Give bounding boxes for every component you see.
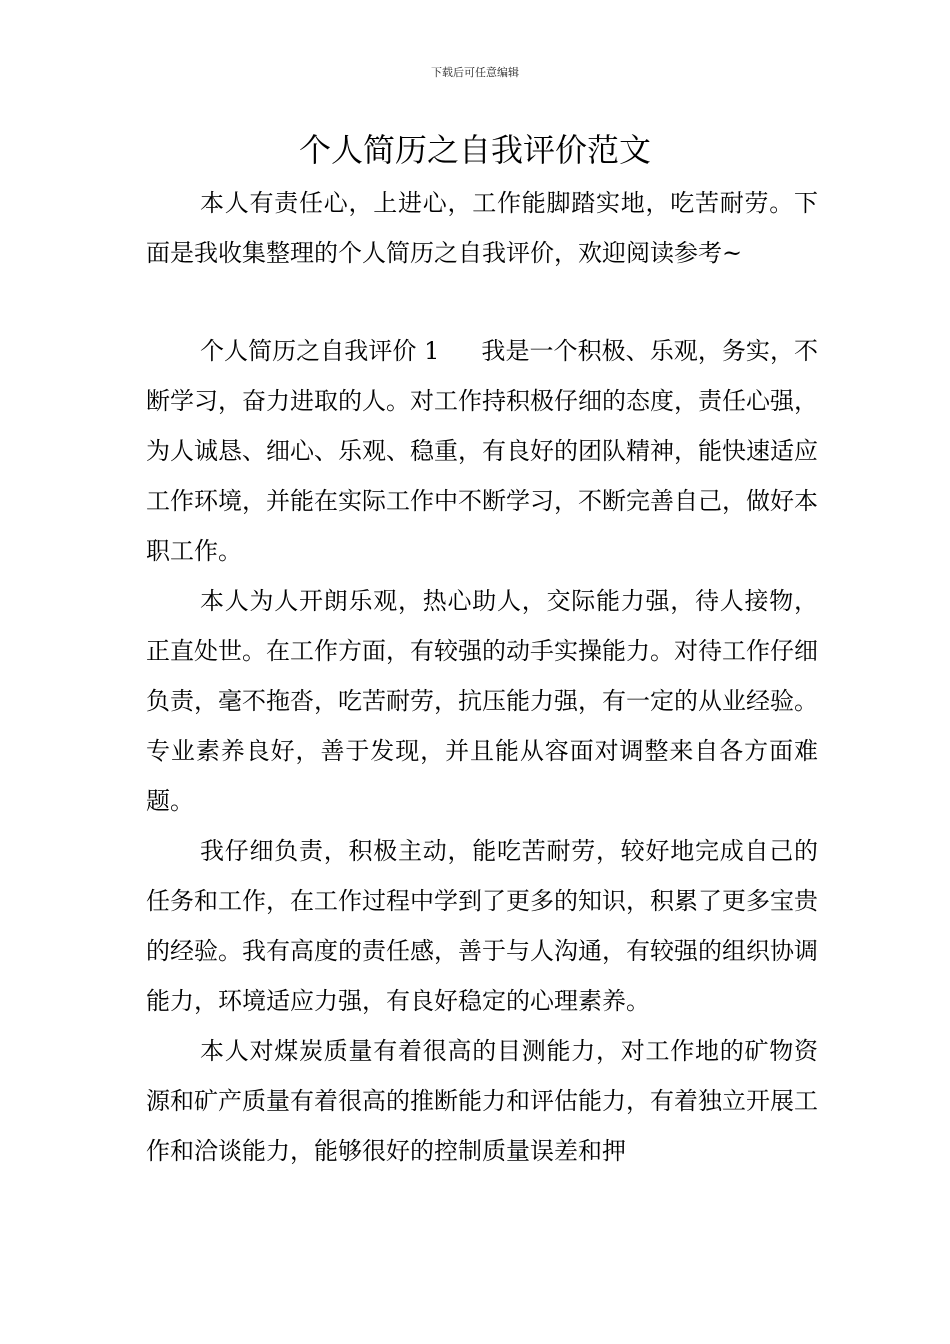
main-content (146, 326, 818, 1176)
paragraph-2: 本人为人开朗乐观，热心助人，交际能力强，待人接物，正直处世。在工作方面，有较强的动手实操能力。对待工作仔细负责，毫不拖沓，吃苦耐劳，抗压能力强，有一定的从业经验。专业素养良好，善于发现，并且能从容面对调整来自各方面难题。 (146, 587, 818, 815)
intro-paragraph: 本人有责任心，上进心，工作能脚踏实地，吃苦耐劳。下面是我收集整理的个人简历之自我评价，欢迎阅读参考~ (146, 189, 818, 267)
section-heading: 个人简历之自我评价 1 (200, 337, 440, 365)
paragraph-1-text: 我是一个积极、乐观，务实，不断学习，奋力进取的人。对工作持积极仔细的态度，责任心强，为人诚恳、细心、乐观、稳重，有良好的团队精神，能快速适应工作环境，并能在实际工作中不断学习，不断完善自己，做好本职工作。 (146, 337, 818, 565)
paragraph-4: 本人对煤炭质量有着很高的目测能力，对工作地的矿物资源和矿产质量有着很高的推断能力和评估能力，有着独立开展工作和洽谈能力，能够很好的控制质量误差和押 (146, 1037, 818, 1165)
page-title: 个人简历之自我评价范文 (298, 131, 651, 169)
intro-block (146, 178, 818, 278)
header-note: 下载后可任意编辑 (431, 66, 519, 79)
paragraph-3: 我仔细负责，积极主动，能吃苦耐劳，较好地完成自己的任务和工作，在工作过程中学到了更多的知识，积累了更多宝贵的经验。我有高度的责任感，善于与人沟通，有较强的组织协调能力，环境适应力强，有良好稳定的心理素养。 (146, 837, 818, 1015)
paragraph-1 (146, 326, 818, 576)
